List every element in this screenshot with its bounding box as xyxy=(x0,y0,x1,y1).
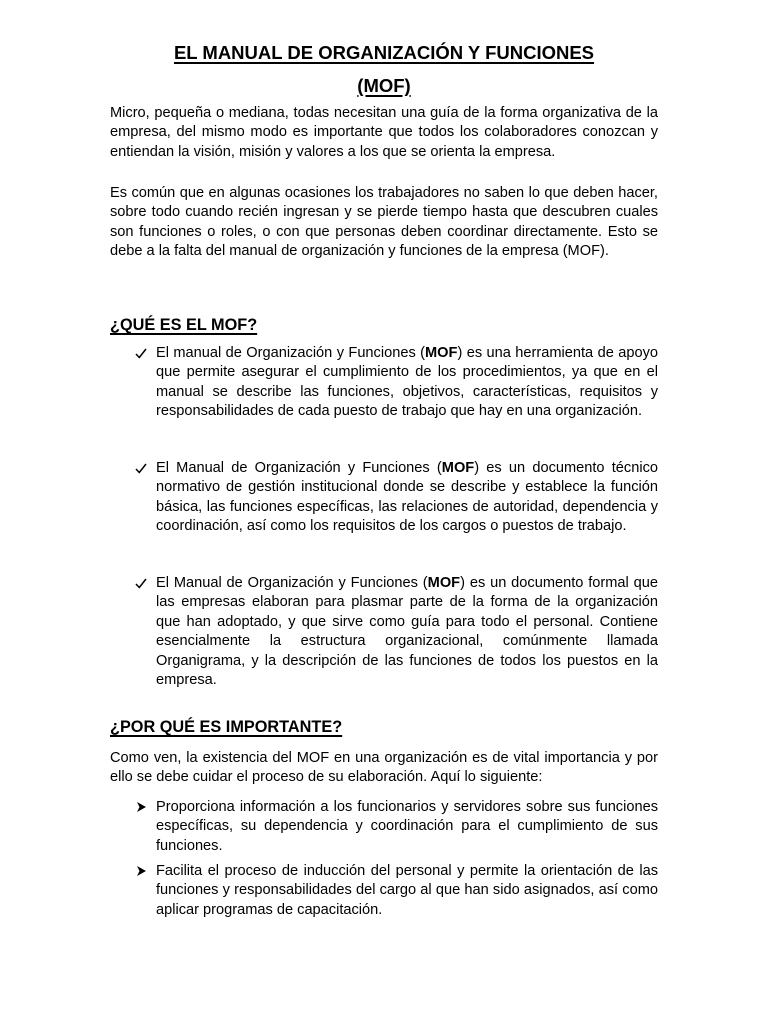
section-heading-que-es: ¿QUÉ ES EL MOF? xyxy=(110,316,258,334)
mof-acronym: MOF xyxy=(425,345,458,361)
mof-acronym: MOF xyxy=(441,460,475,476)
arrowhead-bullet-icon xyxy=(134,799,148,815)
list-item-text: El Manual de Organización y Funciones (MOF) es un documento formal que las empresas elaboran para plasmar parte de la forma de la organización que han adoptado, y que sirve como guía para todo el personal. Contiene esencialmente la estructura organizacional, comúnmente llamada Organigrama, y la descripción de las funciones de todos los puestos en la empresa. xyxy=(156,575,658,689)
section-heading-por-que: ¿POR QUÉ ES IMPORTANTE? xyxy=(110,718,343,736)
intro-paragraph-1: Micro, pequeña o mediana, todas necesitan una guía de la forma organizativa de la empresa, del mismo modo es importante que todos los colaboradores conozcan y entiendan la visión, misión y valores a los que se orienta la empresa. xyxy=(110,105,658,160)
checkmark-icon xyxy=(134,460,148,476)
list-item-text: Proporciona información a los funcionarios y servidores sobre sus funciones específicas, su dependencia y coordinación para el cumplimiento de sus funciones. xyxy=(156,799,658,854)
list-item-text: El manual de Organización y Funciones (MOF) es una herramienta de apoyo que permite asegurar el cumplimiento de los procedimientos, ya que en el manual se describe las funciones, objetivos, características, requisitos y responsabilidades de cada puesto de trabajo que hay en una organización. xyxy=(156,345,658,420)
checkmark-icon xyxy=(134,345,148,361)
list-item-text: El Manual de Organización y Funciones (MOF) es un documento técnico normativo de gestión institucional donde se describe y establece la función básica, las funciones específicas, las relaciones de autoridad, dependencia y coordinación, así como los requisitos de los cargos o puestos de trabajo. xyxy=(156,460,658,535)
list-item-text: Facilita el proceso de inducción del personal y permite la orientación de las funciones y responsabilidades del cargo al que han sido asignados, así como aplicar programas de capacitación. xyxy=(156,863,658,918)
section2-intro-paragraph: Como ven, la existencia del MOF en una organización es de vital importancia y por ello se debe cuidar el proceso de su elaboración. Aquí lo siguiente: xyxy=(110,750,658,786)
arrowhead-bullet-icon xyxy=(134,863,148,879)
document-title-acronym: (MOF) xyxy=(357,75,411,96)
intro-paragraph-2: Es común que en algunas ocasiones los trabajadores no saben lo que deben hacer, sobre todo cuando recién ingresan y se pierde tiempo hasta que descubren cuales son funciones o roles, o con que personas deben coordinar directamente. Esto se debe a la falta del manual de organización y funciones de la empresa (MOF). xyxy=(110,185,658,260)
mof-acronym: MOF xyxy=(427,575,461,591)
checkmark-icon xyxy=(134,575,148,591)
document-title: EL MANUAL DE ORGANIZACIÓN Y FUNCIONES xyxy=(173,42,595,63)
